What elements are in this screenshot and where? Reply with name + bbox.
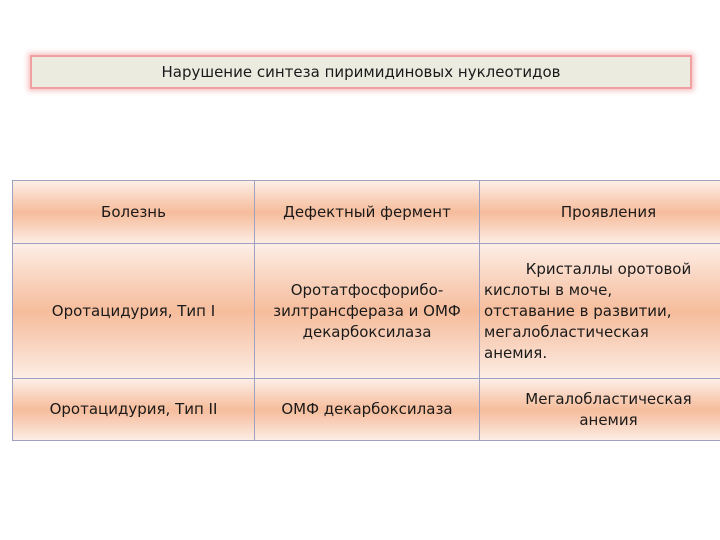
header-manifestations — [480, 181, 720, 244]
header-disease-text: Болезнь — [101, 202, 166, 221]
slide-title — [30, 55, 692, 89]
enzyme-line: ОМФ декарбоксилаза — [281, 400, 453, 418]
header-disease — [13, 181, 255, 244]
enzyme-line: зилтрансфераза и ОМФ — [273, 301, 461, 320]
cell-disease — [13, 244, 255, 379]
cell-disease — [13, 379, 255, 441]
manifestation-line: Мегалобластическая — [525, 389, 692, 408]
manifestation-line: мегалобластическая — [484, 322, 649, 341]
table-row — [13, 244, 720, 379]
table-row — [13, 379, 720, 441]
manifestation-line: отставание в развитии, — [484, 301, 672, 320]
disease-name: Оротацидурия, Тип II — [49, 400, 218, 418]
header-enzyme-text: Дефектный фермент — [283, 202, 451, 221]
header-manifestations-text: Проявления — [560, 202, 657, 221]
manifestation-line: кислоты в моче, — [484, 280, 613, 299]
cell-enzyme — [255, 379, 480, 441]
cell-enzyme — [255, 244, 480, 379]
manifestation-line: анемия. — [484, 343, 548, 362]
disease-name: Оротацидурия, Тип I — [51, 301, 216, 320]
table-header-row — [13, 181, 720, 244]
enzyme-line: Оротатфосфорибо- — [290, 280, 444, 299]
cell-manifestations — [480, 244, 720, 379]
manifestation-line: анемия — [579, 410, 638, 429]
header-enzyme — [255, 181, 480, 244]
manifestation-line: Кристаллы оротовой — [525, 259, 692, 278]
slide-title-text: Нарушение синтеза пиримидиновых нуклеотидов — [161, 63, 561, 81]
disease-table — [12, 180, 720, 441]
cell-manifestations — [480, 379, 720, 441]
enzyme-line: декарбоксилаза — [302, 322, 432, 341]
